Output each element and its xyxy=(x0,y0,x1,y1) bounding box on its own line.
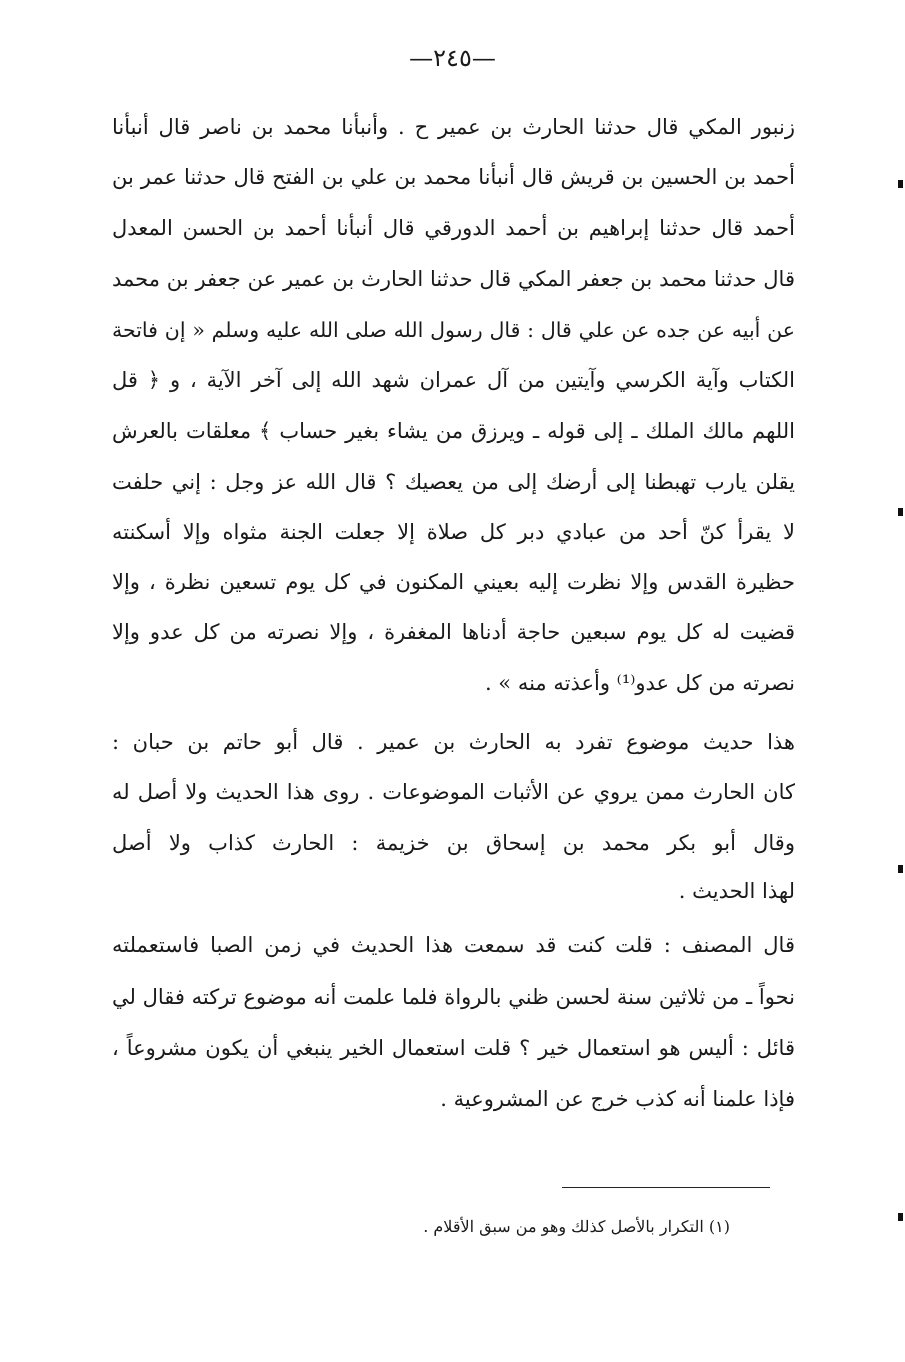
text-line: هذا حديث موضوع تفرد به الحارث بن عمير . قال أبو حاتم بن حبان : xyxy=(112,730,795,754)
text-line: فإذا علمنا أنه كذب خرج عن المشروعية . xyxy=(440,1087,795,1111)
text-line: قال المصنف : قلت كنت قد سمعت هذا الحديث في زمن الصبا فاستعملته xyxy=(112,933,795,957)
text-line: قائل : أليس هو استعمال خير ؟ قلت استعمال الخير ينبغي أن يكون مشروعاً ، xyxy=(112,1036,795,1060)
text-line: يقلن يارب تهبطنا إلى أرضك إلى من يعصيك ؟ قال الله عز وجل : إني حلفت xyxy=(112,470,795,494)
text-line: نصرته من كل عدو⁽¹⁾ وأعذته منه » . xyxy=(484,671,795,695)
page-number: —٢٤٥— xyxy=(409,44,496,72)
text-line: أحمد بن الحسين بن قريش قال أنبأنا محمد بن علي بن الفتح قال حدثنا عمر بن xyxy=(112,165,795,189)
text-line: زنبور المكي قال حدثنا الحارث بن عمير ح . وأنبأنا محمد بن ناصر قال أنبأنا xyxy=(112,115,795,139)
text-line: قال حدثنا محمد بن جعفر المكي قال حدثنا الحارث بن عمير عن جعفر بن محمد xyxy=(112,267,795,291)
scan-mark xyxy=(898,508,903,516)
footnote: (١) التكرار بالأصل كذلك وهو من سبق الأقلام . xyxy=(423,1217,730,1236)
text-line: لهذا الحديث . xyxy=(678,879,795,903)
text-line: اللهم مالك الملك ـ إلى قوله ـ ويرزق من يشاء بغير حساب ﴾ معلقات بالعرش xyxy=(112,419,795,443)
text-line: أحمد قال حدثنا إبراهيم بن أحمد الدورقي قال أنبأنا أحمد بن الحسن المعدل xyxy=(112,216,795,240)
text-line: وقال أبو بكر محمد بن إسحاق بن خزيمة : الحارث كذاب ولا أصل xyxy=(112,831,795,855)
text-line: قضيت له كل يوم سبعين حاجة أدناها المغفرة ، وإلا نصرته من كل عدو وإلا xyxy=(112,620,795,644)
text-line: لا يقرأ كنّ أحد من عبادي دبر كل صلاة إلا جعلت الجنة مثواه وإلا أسكنته xyxy=(112,520,795,544)
footnote-divider xyxy=(562,1187,770,1188)
text-line: كان الحارث ممن يروي عن الأثبات الموضوعات . روى هذا الحديث ولا أصل له xyxy=(112,780,795,804)
scan-mark xyxy=(898,1213,903,1221)
text-line: الكتاب وآية الكرسي وآيتين من آل عمران شهد الله إلى آخر الآية ، و ﴿ قل xyxy=(112,368,795,392)
scan-mark xyxy=(898,180,903,188)
scan-mark xyxy=(898,865,903,873)
text-line: نحواً ـ من ثلاثين سنة لحسن ظني بالرواة فلما علمت أنه موضوع تركته فقال لي xyxy=(112,985,795,1009)
text-line: عن أبيه عن جده عن علي قال : قال رسول الله صلى الله عليه وسلم « إن فاتحة xyxy=(112,318,795,342)
text-line: حظيرة القدس وإلا نظرت إليه بعيني المكنون في كل يوم تسعين نظرة ، وإلا xyxy=(112,570,795,594)
